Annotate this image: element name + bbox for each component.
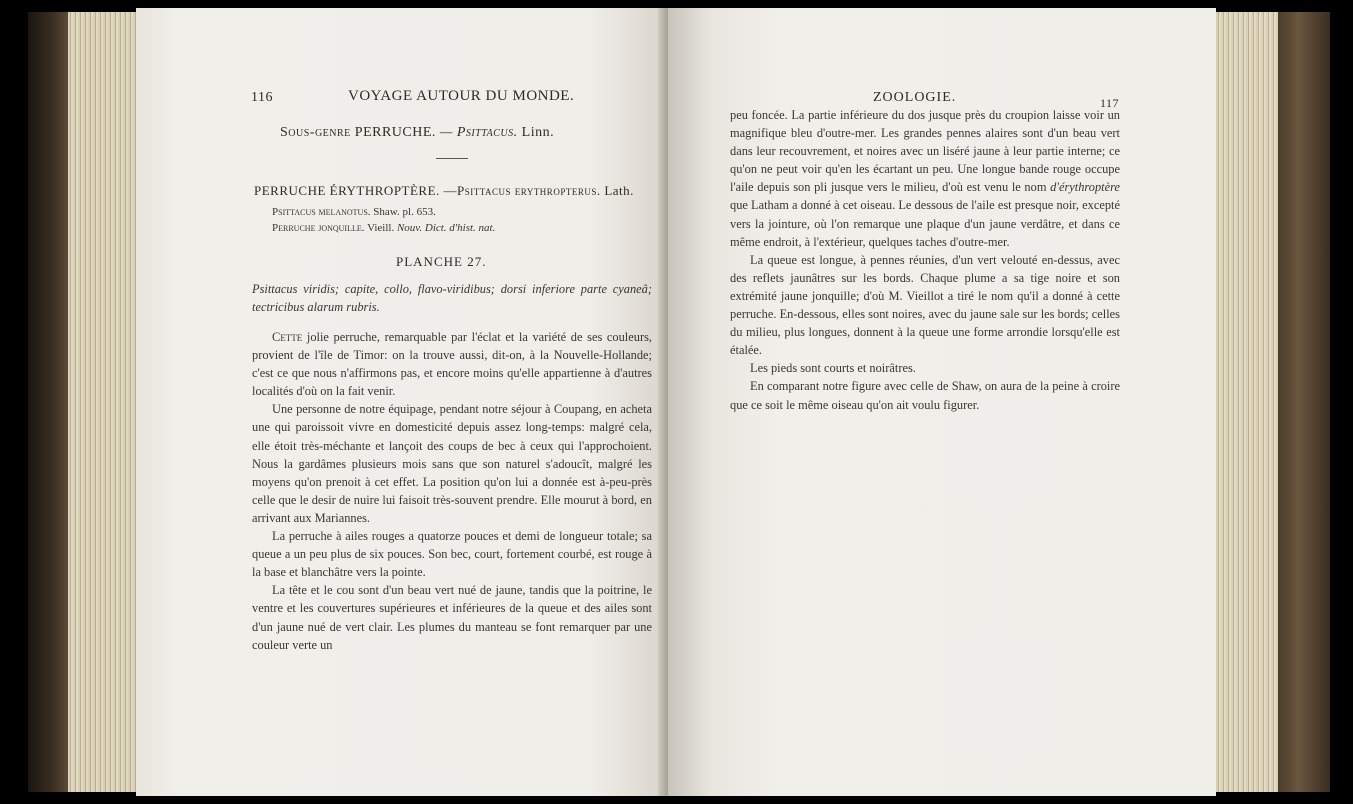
right-cover — [1278, 12, 1330, 792]
left-page-edges — [28, 12, 150, 792]
left-running-head: VOYAGE AUTOUR DU MONDE. — [348, 88, 575, 104]
left-paragraph-1 — [252, 328, 652, 400]
left-paragraph-2: Une personne de notre équipage, pendant notre séjour à Coupang, en acheta une qui paroissoit vivre en domesticité depuis assez long-temps: malgré cela, elle étoit très-méchante et lançoit des coups de bec à ceux qui l'approchoient. Nous la gardâmes plusieurs mois sans que son naturel s'adoucît, malgré les moyens qu'on prenoit à cet effet. La position qu'on lui a donnée est à-peu-près celle que le desir de nuire lui faisoit très-souvent prendre. Elle mourut à bord, en arrivant aux Mariannes. — [252, 402, 652, 525]
left-paragraph-4: La tête et le cou sont d'un beau vert nué de jaune, tandis que la poitrine, le ventre et les couvertures supérieures et inférieures de la queue et des ailes sont d'un jaune nué de vert clair. Les plumes du manteau se font remarquer par une couleur verte un — [252, 583, 652, 652]
subgenus-latin: — Psittacus. — [439, 125, 518, 140]
erythroptere-term: d'érythroptère — [1050, 180, 1120, 195]
latin-diagnosis — [252, 280, 652, 316]
right-paragraph-1-text: peu foncée. La partie inférieure du dos jusque près du croupion laisse voir un magnifique bleu d'outre-mer. Les grandes pennes alaires sont d'un beau vert dans leur recouvrement, et noires avec un liséré jaune à leur partie interne; ce qu'on ne peut voir qu'en les écartant un peu. Une longue bande rouge occupe l'aile depuis son pli jusque vers le milieu, d'où est venu le nom — [730, 108, 1120, 195]
right-paragraph-1 — [730, 106, 1120, 251]
left-body-text — [252, 328, 652, 654]
drop-word: Cette — [272, 330, 303, 344]
left-paragraph-3: La perruche à ailes rouges a quatorze pouces et demi de longueur totale; sa queue a un peu plus de six pouces. Son bec, court, fortement courbé, est rouge à la base et blanchâtre vers la pointe. — [252, 529, 652, 580]
subgenus-name: PERRUCHE. — [354, 125, 436, 140]
synonym-2-ref: Nouv. Dict. d'hist. nat. — [396, 222, 496, 234]
right-paragraph-4: En comparant notre figure avec celle de Shaw, on aura de la peine à croire que ce soit le même oiseau qu'on ait voulu figurer. — [730, 379, 1120, 412]
open-book — [28, 8, 1328, 798]
plate-number: PLANCHE 27. — [396, 254, 487, 269]
left-page-number: 116 — [251, 90, 273, 105]
synonym-2-name: Perruche jonquille. — [272, 222, 365, 234]
right-page-edges — [1216, 12, 1328, 792]
species-name: PERRUCHE ÉRYTHROPTÈRE. — [254, 183, 440, 198]
synonym-1-ref: Shaw. pl. 653. — [373, 206, 436, 218]
synonym-2-author: Vieill. — [367, 222, 395, 234]
divider-rule — [436, 158, 468, 159]
subgenus-heading — [280, 125, 554, 141]
left-page — [136, 8, 668, 796]
species-author: Lath. — [604, 183, 634, 198]
right-running-head: ZOOLOGIE. — [873, 90, 957, 105]
subgenus-label: Sous-genre — [280, 125, 351, 140]
right-paragraph-2: La queue est longue, à pennes réunies, d'un vert velouté en-dessus, avec des reflets jaunâtres sur les bords. Chaque plume a sa tige noire et son extrémité jaune jonquille; d'où M. Vieillot a tiré le nom qu'il a donné à cette perruche. En-dessous, elles sont noires, avec du jaune sale sur les bords; celles du milieu, plus longues, donnent à la queue une forme arrondie lorsqu'elle est étalée. — [730, 252, 1120, 358]
right-paragraph-1-end: que Latham a donné à cet oiseau. Le dessous de l'aile est presque noir, excepté vers la jointure, où l'on remarque une plaque d'un jaune verdâtre, et dans ce même endroit, à l'extérieur, quelques taches d'outre-mer. — [730, 198, 1120, 249]
synonym-1-name: Psittacus melanotus. — [272, 206, 371, 218]
species-latin: —Psittacus erythropterus. — [443, 183, 601, 198]
right-page — [668, 8, 1216, 796]
species-heading — [254, 183, 634, 199]
synonym-2 — [272, 219, 495, 237]
right-body-text — [730, 106, 1120, 414]
diagnosis-text: Psittacus viridis; capite, collo, flavo-viridibus; dorsi inferiore parte cyaneâ; tectricibus alarum rubris. — [252, 282, 652, 315]
left-paragraph-1-text: jolie perruche, remarquable par l'éclat et la variété de ses couleurs, provient de l'île de Timor: on la trouve aussi, dit-on, à la Nouvelle-Hollande; c'est ce que nous n'affirmons pas, et encore moins qu'elle appartienne à d'autres localités d'où on la fait venir. — [252, 330, 652, 399]
left-cover — [28, 12, 68, 792]
subgenus-author: Linn. — [521, 125, 555, 140]
right-page-number: 117 — [1100, 96, 1120, 110]
right-paragraph-3: Les pieds sont courts et noirâtres. — [750, 361, 916, 376]
